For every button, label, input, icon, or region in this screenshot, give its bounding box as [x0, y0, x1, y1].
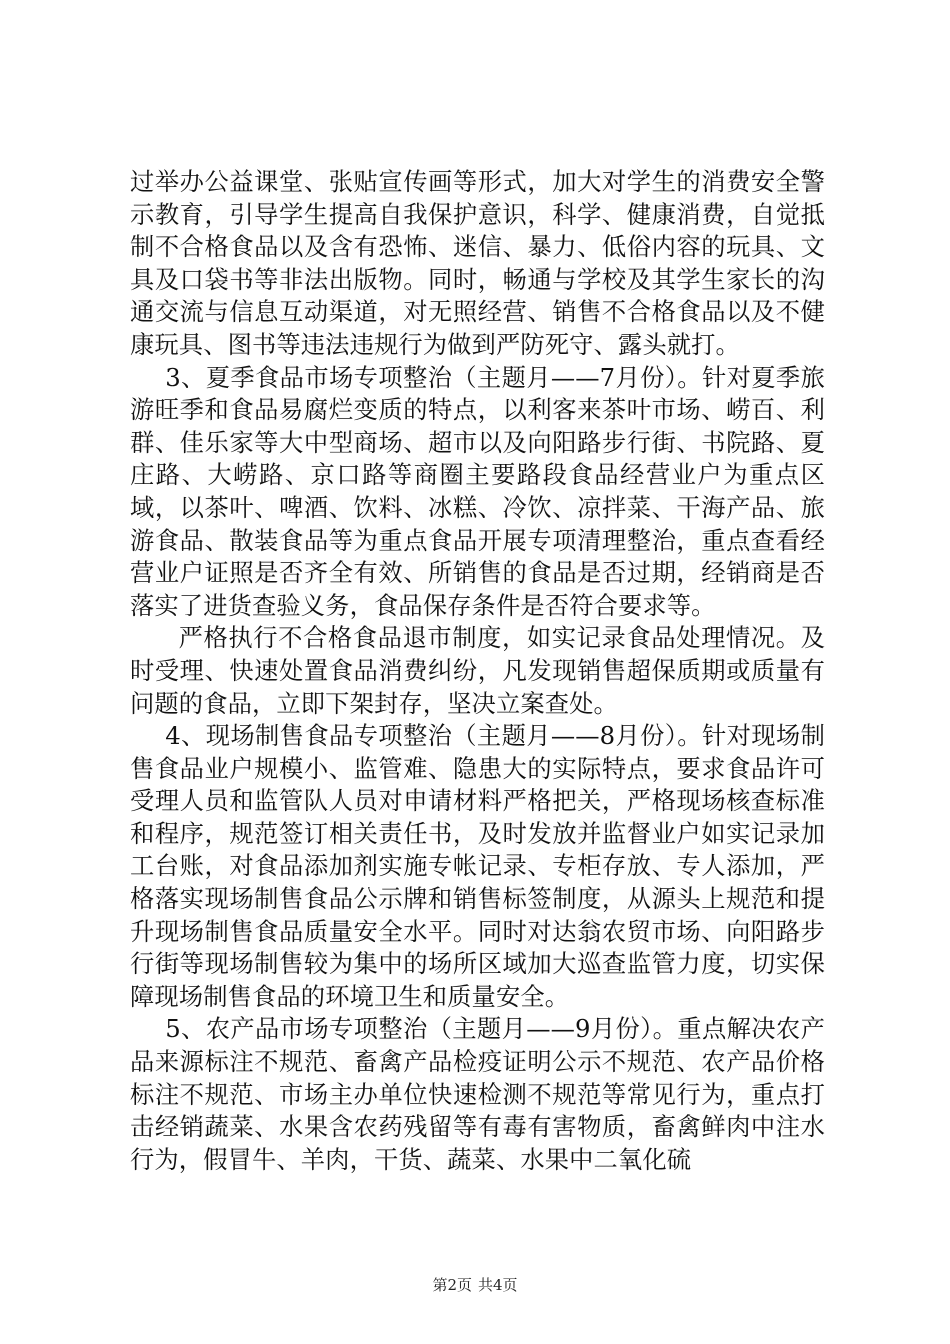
document-body — [130, 166, 825, 1176]
paragraph-continuation: 过举办公益课堂、张贴宣传画等形式，加大对学生的消费安全警示教育，引导学生提高自我保护意识，科学、健康消费，自觉抵制不合格食品以及含有恐怖、迷信、暴力、低俗内容的玩具、文具及口袋书等非法出版物。同时，畅通与学校及其学生家长的沟通交流与信息互动渠道，对无照经营、销售不合格食品以及不健康玩具、图书等违法违规行为做到严防死守、露头就打。 — [130, 167, 825, 359]
page-number: 第2页 — [432, 1276, 472, 1294]
paragraph-item-4: 4、现场制售食品专项整治（主题月——8月份）。针对现场制售食品业户规模小、监管难、隐患大的实际特点，要求食品许可受理人员和监管队人员对申请材料严格把关，严格现场核查标准和程序，规范签订相关责任书，及时发放并监督业户如实记录加工台账，对食品添加剂实施专帐记录、专柜存放、专人添加，严格落实现场制售食品公示牌和销售标签制度，从源头上规范和提升现场制售食品质量安全水平。同时对达翁农贸市场、向阳路步行街等现场制售较为集中的场所区域加大巡查监管力度，切实保障现场制售食品的环境卫生和质量安全。 — [130, 721, 825, 1011]
paragraph-food-recall: 严格执行不合格食品退市制度，如实记录食品处理情况。及时受理、快速处置食品消费纠纷，凡发现销售超保质期或质量有问题的食品，立即下架封存，坚决立案查处。 — [130, 623, 825, 718]
page-total: 共4页 — [478, 1276, 518, 1294]
paragraph-item-3: 3、夏季食品市场专项整治（主题月——7月份）。针对夏季旅游旺季和食品易腐烂变质的特点，以利客来茶叶市场、崂百、利群、佳乐家等大中型商场、超市以及向阳路步行街、书院路、夏庄路、大崂路、京口路等商圈主要路段食品经营业户为重点区域，以茶叶、啤酒、饮料、冰糕、冷饮、凉拌菜、干海产品、旅游食品、散装食品等为重点食品开展专项清理整治，重点查看经营业户证照是否齐全有效、所销售的食品是否过期，经销商是否落实了进货查验义务，食品保存条件是否符合要求等。 — [130, 362, 825, 620]
page-footer — [0, 1275, 950, 1295]
paragraph-item-5: 5、农产品市场专项整治（主题月——9月份）。重点解决农产品来源标注不规范、畜禽产品检疫证明公示不规范、农产品价格标注不规范、市场主办单位快速检测不规范等常见行为，重点打击经销蔬菜、水果含农药残留等有毒有害物质，畜禽鲜肉中注水行为，假冒牛、羊肉，干货、蔬菜、水果中二氧化硫 — [130, 1014, 825, 1174]
